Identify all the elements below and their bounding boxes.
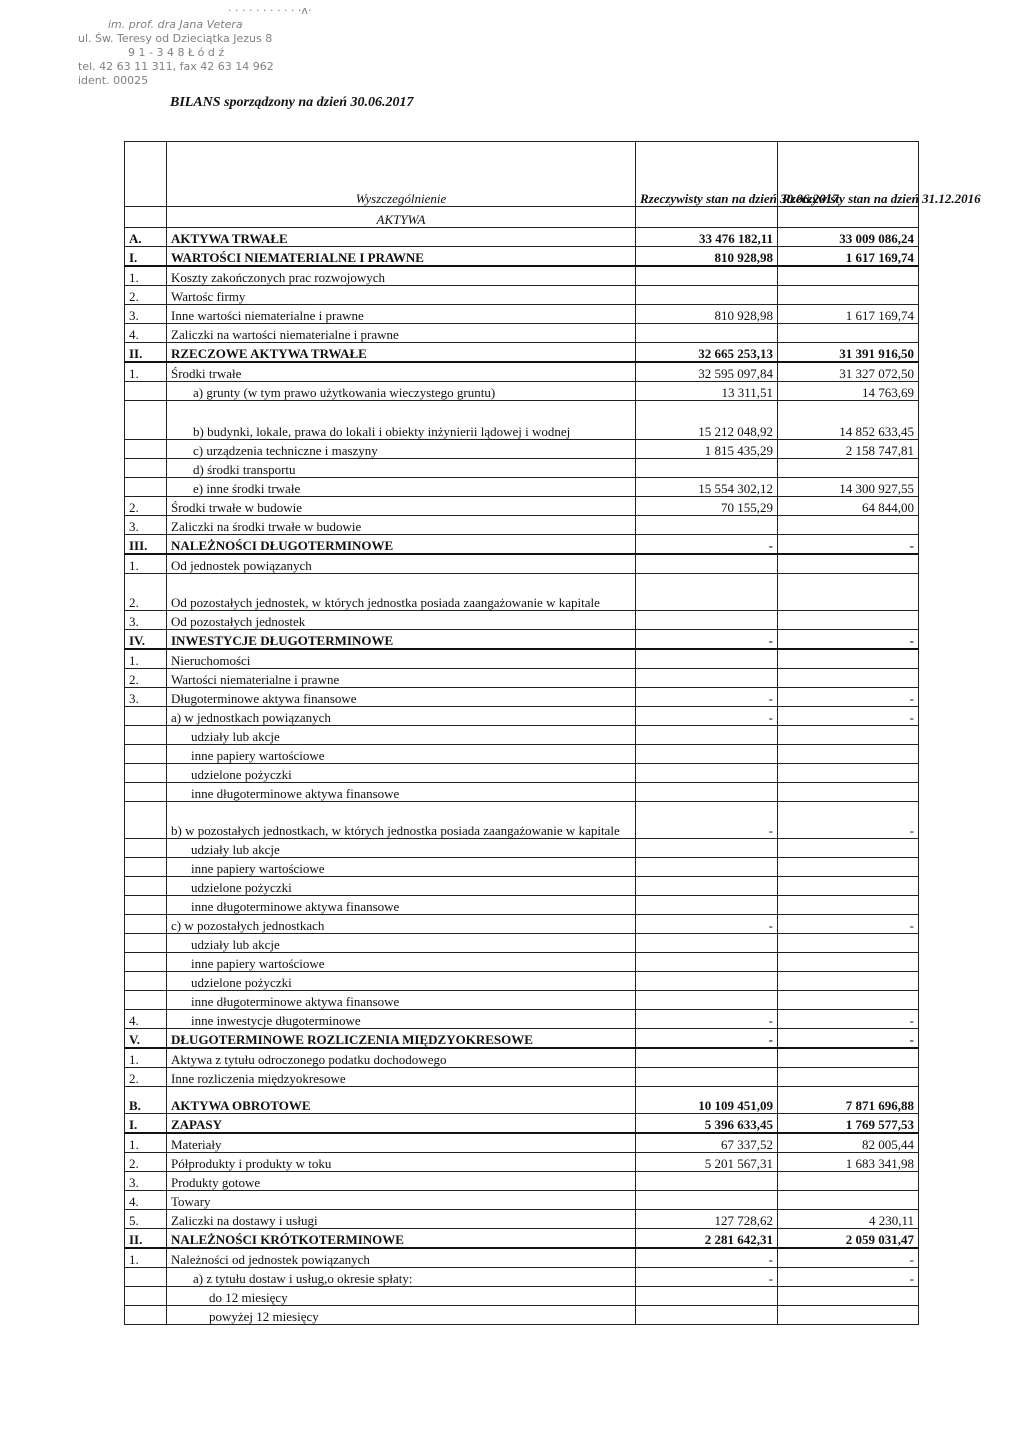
row-value-previous: - bbox=[778, 1268, 919, 1287]
row-value-current: 70 155,29 bbox=[636, 497, 778, 516]
row-value-current: - bbox=[636, 688, 778, 707]
row-number bbox=[125, 896, 167, 915]
row-label: AKTYWA TRWAŁE bbox=[167, 228, 636, 247]
row-number: II. bbox=[125, 1229, 167, 1249]
balance-row bbox=[125, 802, 919, 839]
row-value-current bbox=[636, 1068, 778, 1087]
balance-row bbox=[125, 516, 919, 535]
row-number bbox=[125, 858, 167, 877]
row-label: DŁUGOTERMINOWE ROZLICZENIA MIĘDZYOKRESOWE bbox=[167, 1029, 636, 1049]
row-label: c) urządzenia techniczne i maszyny bbox=[167, 440, 636, 459]
row-number bbox=[125, 915, 167, 934]
balance-row bbox=[125, 286, 919, 305]
row-number: I. bbox=[125, 247, 167, 267]
row-label: Koszty zakończonych prac rozwojowych bbox=[167, 266, 636, 286]
row-label: Wartośc firmy bbox=[167, 286, 636, 305]
row-number bbox=[125, 726, 167, 745]
row-label: inne papiery wartościowe bbox=[167, 745, 636, 764]
row-label: ZAPASY bbox=[167, 1114, 636, 1134]
row-label: e) inne środki trwałe bbox=[167, 478, 636, 497]
section-title: AKTYWA bbox=[167, 207, 636, 228]
balance-row bbox=[125, 324, 919, 343]
row-label: a) w jednostkach powiązanych bbox=[167, 707, 636, 726]
row-value-current bbox=[636, 972, 778, 991]
balance-row bbox=[125, 649, 919, 669]
row-value-current bbox=[636, 669, 778, 688]
row-value-previous bbox=[778, 764, 919, 783]
row-value-previous: 1 683 341,98 bbox=[778, 1153, 919, 1172]
row-label: Inne wartości niematerialne i prawne bbox=[167, 305, 636, 324]
stamp-line: ul. Św. Teresy od Dzieciątka Jezus 8 bbox=[78, 32, 273, 45]
row-value-current: 5 201 567,31 bbox=[636, 1153, 778, 1172]
row-label: Zaliczki na środki trwałe w budowie bbox=[167, 516, 636, 535]
balance-row bbox=[125, 1287, 919, 1306]
balance-row bbox=[125, 669, 919, 688]
row-value-previous: - bbox=[778, 915, 919, 934]
row-number bbox=[125, 972, 167, 991]
row-value-previous: 1 769 577,53 bbox=[778, 1114, 919, 1134]
row-value-current bbox=[636, 459, 778, 478]
row-value-previous bbox=[778, 783, 919, 802]
row-label: INWESTYCJE DŁUGOTERMINOWE bbox=[167, 630, 636, 650]
row-number: 1. bbox=[125, 1248, 167, 1268]
balance-row bbox=[125, 783, 919, 802]
row-number: 4. bbox=[125, 1010, 167, 1029]
row-value-current: - bbox=[636, 1010, 778, 1029]
row-value-previous bbox=[778, 972, 919, 991]
row-label: powyżej 12 miesięcy bbox=[167, 1306, 636, 1325]
row-value-current: - bbox=[636, 915, 778, 934]
balance-row bbox=[125, 688, 919, 707]
row-number bbox=[125, 459, 167, 478]
row-value-current: 15 554 302,12 bbox=[636, 478, 778, 497]
balance-row bbox=[125, 362, 919, 382]
row-value-current: 127 728,62 bbox=[636, 1210, 778, 1229]
row-number: 2. bbox=[125, 574, 167, 611]
row-value-previous: 1 617 169,74 bbox=[778, 247, 919, 267]
row-value-previous bbox=[778, 1287, 919, 1306]
row-number: 2. bbox=[125, 286, 167, 305]
row-value-previous: 14 763,69 bbox=[778, 382, 919, 401]
row-value-current bbox=[636, 726, 778, 745]
row-number: 4. bbox=[125, 1191, 167, 1210]
balance-row bbox=[125, 877, 919, 896]
row-value-current: - bbox=[636, 707, 778, 726]
row-number: V. bbox=[125, 1029, 167, 1049]
row-label: udzielone pożyczki bbox=[167, 877, 636, 896]
row-value-current bbox=[636, 953, 778, 972]
balance-row bbox=[125, 1114, 919, 1134]
header-col-previous: Rzeczywisty stan na dzień 31.12.2016 bbox=[778, 142, 919, 207]
row-number: 1. bbox=[125, 649, 167, 669]
row-number: 5. bbox=[125, 1210, 167, 1229]
row-label: inne długoterminowe aktywa finansowe bbox=[167, 896, 636, 915]
stamp-line: ident. 00025 bbox=[78, 74, 149, 87]
row-value-current: - bbox=[636, 1268, 778, 1287]
row-value-previous: 14 852 633,45 bbox=[778, 401, 919, 440]
row-label: inne papiery wartościowe bbox=[167, 858, 636, 877]
balance-row bbox=[125, 478, 919, 497]
header-row bbox=[125, 142, 919, 207]
balance-row bbox=[125, 1153, 919, 1172]
balance-row bbox=[125, 440, 919, 459]
row-value-current bbox=[636, 649, 778, 669]
row-value-current bbox=[636, 991, 778, 1010]
header-col-current: Rzeczywisty stan na dzień 30.06.2017 bbox=[636, 142, 778, 207]
row-label: udziały lub akcje bbox=[167, 726, 636, 745]
balance-row bbox=[125, 1068, 919, 1087]
row-label: do 12 miesięcy bbox=[167, 1287, 636, 1306]
row-value-current bbox=[636, 1306, 778, 1325]
row-label: Półprodukty i produkty w toku bbox=[167, 1153, 636, 1172]
row-label: Należności od jednostek powiązanych bbox=[167, 1248, 636, 1268]
row-value-previous: 31 327 072,50 bbox=[778, 362, 919, 382]
balance-sheet-table bbox=[124, 141, 981, 1325]
row-number: 1. bbox=[125, 1048, 167, 1068]
balance-row bbox=[125, 934, 919, 953]
balance-row bbox=[125, 839, 919, 858]
row-value-current bbox=[636, 839, 778, 858]
row-number: III. bbox=[125, 535, 167, 555]
balance-row bbox=[125, 858, 919, 877]
row-number: I. bbox=[125, 1114, 167, 1134]
row-value-current bbox=[636, 266, 778, 286]
row-value-current: 32 665 253,13 bbox=[636, 343, 778, 363]
balance-row bbox=[125, 953, 919, 972]
row-label: Od jednostek powiązanych bbox=[167, 554, 636, 574]
row-value-previous: 31 391 916,50 bbox=[778, 343, 919, 363]
row-value-current: 5 396 633,45 bbox=[636, 1114, 778, 1134]
row-value-previous bbox=[778, 877, 919, 896]
row-value-current bbox=[636, 764, 778, 783]
header-description: Wyszczególnienie bbox=[167, 142, 636, 207]
row-label: Towary bbox=[167, 1191, 636, 1210]
balance-row bbox=[125, 630, 919, 650]
balance-row bbox=[125, 266, 919, 286]
row-value-previous bbox=[778, 1048, 919, 1068]
row-value-previous bbox=[778, 1306, 919, 1325]
row-number bbox=[125, 764, 167, 783]
row-value-current bbox=[636, 1287, 778, 1306]
balance-row bbox=[125, 401, 919, 440]
row-value-current: 13 311,51 bbox=[636, 382, 778, 401]
stamp-line: tel. 42 63 11 311, fax 42 63 14 962 bbox=[78, 60, 274, 73]
row-value-current: - bbox=[636, 1248, 778, 1268]
row-label: NALEŻNOŚCI KRÓTKOTERMINOWE bbox=[167, 1229, 636, 1249]
balance-row bbox=[125, 972, 919, 991]
row-value-previous: - bbox=[778, 688, 919, 707]
row-value-current: 10 109 451,09 bbox=[636, 1087, 778, 1114]
row-number: 1. bbox=[125, 554, 167, 574]
row-label: inne papiery wartościowe bbox=[167, 953, 636, 972]
row-value-previous: 4 230,11 bbox=[778, 1210, 919, 1229]
row-number: 1. bbox=[125, 266, 167, 286]
row-number: 2. bbox=[125, 1068, 167, 1087]
row-value-previous bbox=[778, 1068, 919, 1087]
row-value-previous bbox=[778, 896, 919, 915]
row-number bbox=[125, 802, 167, 839]
row-label: udzielone pożyczki bbox=[167, 764, 636, 783]
row-value-current: - bbox=[636, 1029, 778, 1049]
row-number: 3. bbox=[125, 516, 167, 535]
row-number: 3. bbox=[125, 611, 167, 630]
row-label: b) w pozostałych jednostkach, w których jednostka posiada zaangażowanie w kapitale bbox=[167, 802, 636, 839]
row-value-previous: 82 005,44 bbox=[778, 1133, 919, 1153]
balance-row bbox=[125, 343, 919, 363]
row-label: WARTOŚCI NIEMATERIALNE I PRAWNE bbox=[167, 247, 636, 267]
row-number bbox=[125, 707, 167, 726]
row-number: II. bbox=[125, 343, 167, 363]
row-value-current: 67 337,52 bbox=[636, 1133, 778, 1153]
row-label: c) w pozostałych jednostkach bbox=[167, 915, 636, 934]
row-number bbox=[125, 478, 167, 497]
row-value-current: - bbox=[636, 802, 778, 839]
row-value-current: 15 212 048,92 bbox=[636, 401, 778, 440]
row-number: 2. bbox=[125, 669, 167, 688]
section-v2-cell bbox=[778, 207, 919, 228]
row-number bbox=[125, 1306, 167, 1325]
row-label: d) środki transportu bbox=[167, 459, 636, 478]
row-label: inne inwestycje długoterminowe bbox=[167, 1010, 636, 1029]
balance-row bbox=[125, 228, 919, 247]
row-value-current: - bbox=[636, 630, 778, 650]
row-label: inne długoterminowe aktywa finansowe bbox=[167, 783, 636, 802]
row-value-previous: 1 617 169,74 bbox=[778, 305, 919, 324]
balance-row bbox=[125, 1029, 919, 1049]
row-value-previous: 2 059 031,47 bbox=[778, 1229, 919, 1249]
row-number bbox=[125, 745, 167, 764]
row-number bbox=[125, 991, 167, 1010]
balance-row bbox=[125, 554, 919, 574]
row-value-previous bbox=[778, 611, 919, 630]
row-label: udziały lub akcje bbox=[167, 934, 636, 953]
row-label: b) budynki, lokale, prawa do lokali i obiekty inżynierii lądowej i wodnej bbox=[167, 401, 636, 440]
row-number: 3. bbox=[125, 688, 167, 707]
row-value-previous: - bbox=[778, 535, 919, 555]
row-value-current bbox=[636, 516, 778, 535]
row-number: 2. bbox=[125, 1153, 167, 1172]
row-value-current: 32 595 097,84 bbox=[636, 362, 778, 382]
row-value-previous bbox=[778, 934, 919, 953]
balance-row bbox=[125, 1191, 919, 1210]
row-value-current bbox=[636, 574, 778, 611]
row-value-previous bbox=[778, 726, 919, 745]
row-number: 1. bbox=[125, 1133, 167, 1153]
stamp-line: · · · · · · · · · · ·ʌ· bbox=[228, 4, 312, 17]
balance-row bbox=[125, 247, 919, 267]
row-value-current: 33 476 182,11 bbox=[636, 228, 778, 247]
row-value-previous bbox=[778, 858, 919, 877]
row-label: Zaliczki na dostawy i usługi bbox=[167, 1210, 636, 1229]
row-value-previous bbox=[778, 324, 919, 343]
row-number: 2. bbox=[125, 497, 167, 516]
row-value-previous bbox=[778, 1172, 919, 1191]
balance-row bbox=[125, 1010, 919, 1029]
row-value-current bbox=[636, 877, 778, 896]
balance-row bbox=[125, 1048, 919, 1068]
balance-row bbox=[125, 991, 919, 1010]
row-value-previous bbox=[778, 745, 919, 764]
row-value-current bbox=[636, 783, 778, 802]
row-number: IV. bbox=[125, 630, 167, 650]
row-value-current: 1 815 435,29 bbox=[636, 440, 778, 459]
row-value-current bbox=[636, 554, 778, 574]
row-number bbox=[125, 953, 167, 972]
row-value-previous bbox=[778, 953, 919, 972]
balance-row bbox=[125, 745, 919, 764]
row-label: a) grunty (w tym prawo użytkowania wieczystego gruntu) bbox=[167, 382, 636, 401]
balance-row bbox=[125, 764, 919, 783]
row-label: AKTYWA OBROTOWE bbox=[167, 1087, 636, 1114]
stamp-line: 9 1 - 3 4 8 Ł ó d ź bbox=[128, 46, 225, 59]
row-value-current: 810 928,98 bbox=[636, 247, 778, 267]
row-value-previous bbox=[778, 574, 919, 611]
row-value-previous: 2 158 747,81 bbox=[778, 440, 919, 459]
row-number bbox=[125, 382, 167, 401]
row-label: Środki trwałe bbox=[167, 362, 636, 382]
row-value-previous bbox=[778, 266, 919, 286]
row-number: B. bbox=[125, 1087, 167, 1114]
row-label: Nieruchomości bbox=[167, 649, 636, 669]
row-value-current bbox=[636, 745, 778, 764]
row-value-previous bbox=[778, 554, 919, 574]
row-value-previous: - bbox=[778, 630, 919, 650]
row-label: Środki trwałe w budowie bbox=[167, 497, 636, 516]
row-value-previous bbox=[778, 991, 919, 1010]
stamp-line: im. prof. dra Jana Vetera bbox=[108, 18, 243, 31]
row-value-previous: - bbox=[778, 1010, 919, 1029]
row-label: Od pozostałych jednostek bbox=[167, 611, 636, 630]
row-number: 3. bbox=[125, 1172, 167, 1191]
row-value-previous: 33 009 086,24 bbox=[778, 228, 919, 247]
row-value-previous bbox=[778, 839, 919, 858]
balance-row bbox=[125, 1133, 919, 1153]
row-value-previous: - bbox=[778, 1248, 919, 1268]
row-value-previous: 14 300 927,55 bbox=[778, 478, 919, 497]
row-number bbox=[125, 1268, 167, 1287]
row-number bbox=[125, 783, 167, 802]
row-value-current bbox=[636, 1191, 778, 1210]
row-value-current bbox=[636, 858, 778, 877]
row-number bbox=[125, 839, 167, 858]
balance-row bbox=[125, 305, 919, 324]
row-value-current bbox=[636, 611, 778, 630]
balance-row bbox=[125, 497, 919, 516]
row-value-current bbox=[636, 934, 778, 953]
row-label: Od pozostałych jednostek, w których jednostka posiada zaangażowanie w kapitale bbox=[167, 574, 636, 611]
row-value-previous: 64 844,00 bbox=[778, 497, 919, 516]
balance-row bbox=[125, 915, 919, 934]
balance-row bbox=[125, 1172, 919, 1191]
row-label: udziały lub akcje bbox=[167, 839, 636, 858]
row-value-previous: - bbox=[778, 802, 919, 839]
document-title: BILANS sporządzony na dzień 30.06.2017 bbox=[170, 95, 414, 110]
row-value-previous: - bbox=[778, 1029, 919, 1049]
row-number: 1. bbox=[125, 362, 167, 382]
row-value-current bbox=[636, 1048, 778, 1068]
row-number: 3. bbox=[125, 305, 167, 324]
row-number bbox=[125, 440, 167, 459]
row-label: Długoterminowe aktywa finansowe bbox=[167, 688, 636, 707]
section-v1-cell bbox=[636, 207, 778, 228]
row-label: Wartości niematerialne i prawne bbox=[167, 669, 636, 688]
balance-row bbox=[125, 1248, 919, 1268]
row-label: Inne rozliczenia międzyokresowe bbox=[167, 1068, 636, 1087]
section-row bbox=[125, 207, 919, 228]
balance-row bbox=[125, 896, 919, 915]
row-value-current bbox=[636, 896, 778, 915]
row-value-current bbox=[636, 1172, 778, 1191]
row-value-current bbox=[636, 324, 778, 343]
row-label: inne długoterminowe aktywa finansowe bbox=[167, 991, 636, 1010]
row-value-previous: 7 871 696,88 bbox=[778, 1087, 919, 1114]
row-label: udzielone pożyczki bbox=[167, 972, 636, 991]
balance-row bbox=[125, 574, 919, 611]
row-value-previous bbox=[778, 649, 919, 669]
row-number bbox=[125, 877, 167, 896]
row-number bbox=[125, 401, 167, 440]
row-value-current bbox=[636, 286, 778, 305]
row-value-previous bbox=[778, 516, 919, 535]
balance-row bbox=[125, 459, 919, 478]
row-number bbox=[125, 934, 167, 953]
row-label: RZECZOWE AKTYWA TRWAŁE bbox=[167, 343, 636, 363]
balance-row bbox=[125, 1210, 919, 1229]
balance-row bbox=[125, 1306, 919, 1325]
balance-row bbox=[125, 535, 919, 555]
row-value-previous bbox=[778, 459, 919, 478]
row-label: NALEŻNOŚCI DŁUGOTERMINOWE bbox=[167, 535, 636, 555]
balance-row bbox=[125, 1229, 919, 1249]
row-value-previous bbox=[778, 669, 919, 688]
row-number bbox=[125, 1287, 167, 1306]
row-value-previous bbox=[778, 1191, 919, 1210]
row-value-current: 2 281 642,31 bbox=[636, 1229, 778, 1249]
row-label: Zaliczki na wartości niematerialne i prawne bbox=[167, 324, 636, 343]
row-value-previous bbox=[778, 286, 919, 305]
balance-row bbox=[125, 1087, 919, 1114]
balance-row bbox=[125, 382, 919, 401]
balance-row bbox=[125, 707, 919, 726]
row-label: Produkty gotowe bbox=[167, 1172, 636, 1191]
row-number: 4. bbox=[125, 324, 167, 343]
section-no-cell bbox=[125, 207, 167, 228]
balance-row bbox=[125, 1268, 919, 1287]
balance-row bbox=[125, 726, 919, 745]
row-label: a) z tytułu dostaw i usług,o okresie spłaty: bbox=[167, 1268, 636, 1287]
row-label: Materiały bbox=[167, 1133, 636, 1153]
row-value-current: - bbox=[636, 535, 778, 555]
row-number: A. bbox=[125, 228, 167, 247]
row-value-current: 810 928,98 bbox=[636, 305, 778, 324]
header-no-cell bbox=[125, 142, 167, 207]
balance-row bbox=[125, 611, 919, 630]
row-label: Aktywa z tytułu odroczonego podatku dochodowego bbox=[167, 1048, 636, 1068]
row-value-previous: - bbox=[778, 707, 919, 726]
